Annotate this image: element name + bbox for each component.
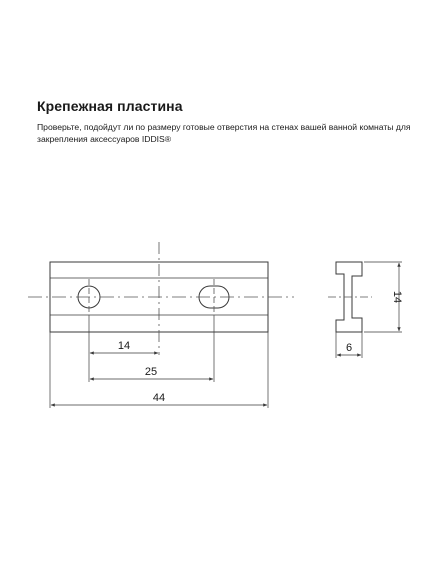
dim-label-25: 25 xyxy=(144,366,158,378)
dim-label-width-6: 6 xyxy=(345,342,353,354)
page-title: Крепежная пластина xyxy=(37,98,183,114)
dim-label-44: 44 xyxy=(152,392,166,404)
page-description: Проверьте, подойдут ли по размеру готовые отверстия на стенах вашей ванной комнаты для закрепления аксессуаров IDDIS® xyxy=(37,122,411,144)
dim-label-height-14: 14 xyxy=(391,290,403,304)
dim-label-14: 14 xyxy=(117,340,131,352)
center-lines xyxy=(28,242,294,352)
